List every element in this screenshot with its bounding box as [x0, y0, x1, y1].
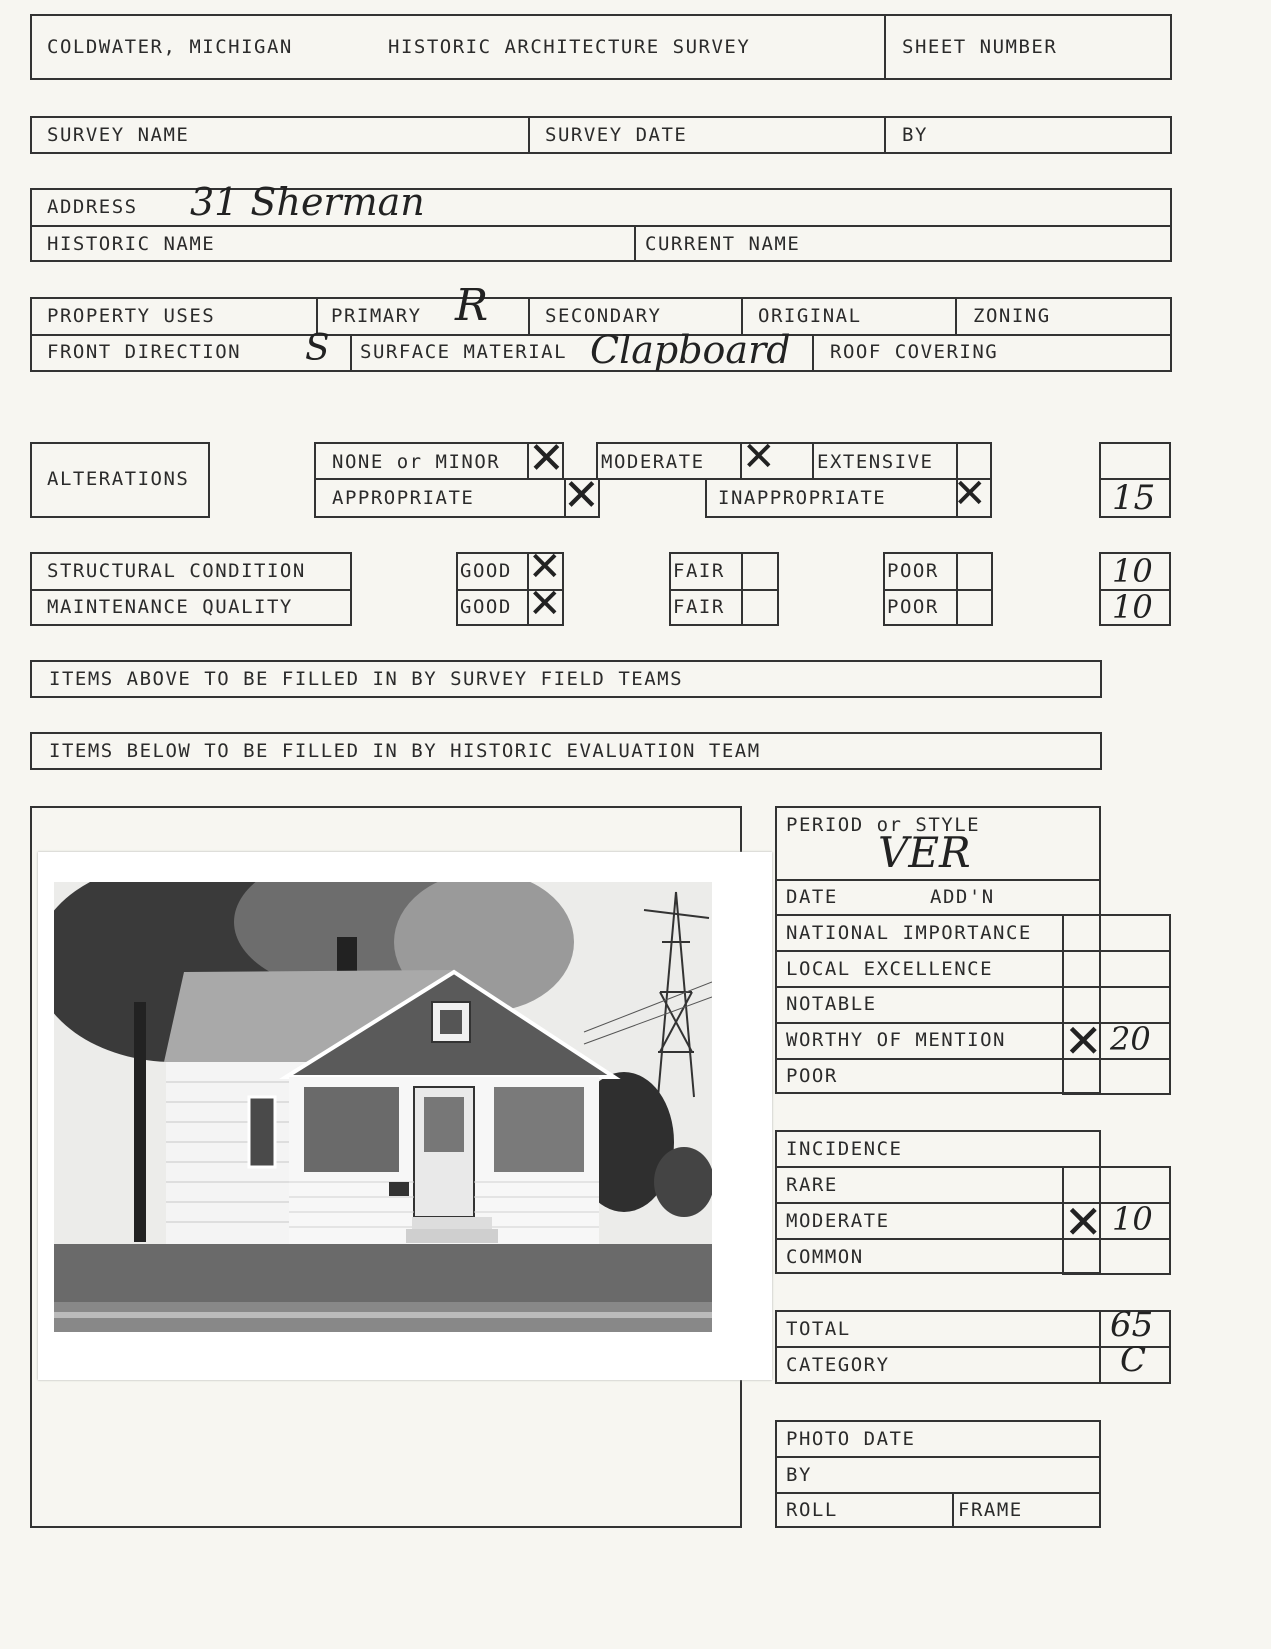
totals-value-col	[1099, 1310, 1101, 1384]
pv-2	[528, 297, 530, 334]
notes-below: ITEMS BELOW TO BE FILLED IN BY HISTORIC EVALUATION TEAM	[49, 740, 761, 762]
eval-row-4	[775, 986, 1171, 988]
addn-label: ADD'N	[930, 886, 995, 908]
eval-row-6	[775, 1058, 1171, 1060]
inc-row-4	[1062, 1273, 1171, 1275]
secondary-label: SECONDARY	[545, 305, 662, 327]
inc-row-3	[775, 1238, 1171, 1240]
photo-date-label: PHOTO DATE	[786, 1428, 916, 1450]
sheet-number-label: SHEET NUMBER	[902, 36, 1058, 58]
survey-name-label: SURVEY NAME	[47, 124, 190, 146]
eval-row-3	[775, 950, 1171, 952]
eval-score-col	[1169, 914, 1171, 1094]
notable-label: NOTABLE	[786, 993, 877, 1015]
good-label-maintenance: GOOD	[460, 596, 512, 618]
inc-row-1	[775, 1166, 1171, 1168]
inappropriate-check-mark: ✕	[953, 471, 987, 517]
none-minor-label: NONE or MINOR	[332, 451, 501, 473]
date-label: DATE	[786, 886, 838, 908]
national-importance-label: NATIONAL IMPORTANCE	[786, 922, 1032, 944]
frame-label: FRAME	[958, 1499, 1023, 1521]
condition-label-divider	[30, 589, 352, 591]
address-label: ADDRESS	[47, 196, 138, 218]
moderate-check-mark: ✕	[742, 434, 776, 480]
inc-moderate-score: 10	[1112, 1200, 1153, 1238]
primary-value: R	[455, 280, 489, 331]
period-style-value: VER	[878, 828, 971, 877]
poor-label-maintenance: POOR	[887, 596, 939, 618]
house-photo	[54, 882, 712, 1332]
local-excellence-label: LOCAL EXCELLENCE	[786, 958, 994, 980]
total-value: 65	[1110, 1305, 1154, 1345]
inc-moderate-check-mark: ✕	[1064, 1195, 1103, 1249]
survey-date-label: SURVEY DATE	[545, 124, 688, 146]
moderate-label: MODERATE	[601, 451, 705, 473]
city-label: COLDWATER, MICHIGAN	[47, 36, 293, 58]
surface-material-label: SURFACE MATERIAL	[360, 341, 568, 363]
survey-by-label: BY	[902, 124, 928, 146]
roof-covering-label: ROOF COVERING	[830, 341, 999, 363]
worthy-of-mention-label: WORTHY OF MENTION	[786, 1029, 1006, 1051]
maintenance-score: 10	[1112, 588, 1153, 626]
inappropriate-label: INAPPROPRIATE	[718, 487, 887, 509]
inc-moderate-label: MODERATE	[786, 1210, 890, 1232]
category-value: C	[1120, 1340, 1147, 1380]
incidence-label: INCIDENCE	[786, 1138, 903, 1160]
maintenance-good-check-mark: ✕	[528, 581, 562, 627]
period-style-label: PERIOD or STYLE	[786, 814, 981, 836]
appropriate-check-mark: ✕	[563, 470, 600, 521]
common-label: COMMON	[786, 1246, 864, 1268]
historic-name-label: HISTORIC NAME	[47, 233, 216, 255]
front-direction-label: FRONT DIRECTION	[47, 341, 242, 363]
primary-label: PRIMARY	[331, 305, 422, 327]
zoning-label: ZONING	[973, 305, 1051, 327]
structural-good-check-mark: ✕	[528, 544, 562, 590]
survey-divider-1	[528, 116, 530, 154]
notes-above: ITEMS ABOVE TO BE FILLED IN BY SURVEY FIELD TEAMS	[49, 668, 684, 690]
pv-5	[350, 334, 352, 372]
structural-condition-label: STRUCTURAL CONDITION	[47, 560, 306, 582]
poor-label-structural: POOR	[887, 560, 939, 582]
worthy-check-mark: ✕	[1064, 1014, 1103, 1068]
structural-score: 10	[1112, 552, 1153, 590]
maintenance-quality-label: MAINTENANCE QUALITY	[47, 596, 293, 618]
totals-divider	[775, 1346, 1171, 1348]
current-name-label: CURRENT NAME	[645, 233, 801, 255]
alterations-score: 15	[1112, 478, 1156, 518]
photo-info-row-1	[775, 1456, 1101, 1458]
eval-row-1	[775, 879, 1101, 881]
alterations-label: ALTERATIONS	[47, 468, 190, 490]
form-title: HISTORIC ARCHITECTURE SURVEY	[388, 36, 751, 58]
fair-label-maintenance: FAIR	[673, 596, 725, 618]
good-label-structural: GOOD	[460, 560, 512, 582]
address-divider	[30, 225, 1172, 227]
poor-divider	[883, 589, 993, 591]
fair-divider	[669, 589, 779, 591]
house-photo-card	[38, 852, 772, 1380]
eval-row-2	[775, 914, 1171, 916]
front-direction-value: S	[305, 328, 330, 369]
roll-frame-divider	[952, 1492, 954, 1528]
roll-label: ROLL	[786, 1499, 838, 1521]
original-label: ORIGINAL	[758, 305, 862, 327]
extensive-label: EXTENSIVE	[817, 451, 934, 473]
surface-material-value: Clapboard	[590, 328, 791, 372]
address-value: 31 Sherman	[190, 180, 425, 224]
fair-label-structural: FAIR	[673, 560, 725, 582]
fair-check-divider	[741, 552, 743, 626]
pv-6	[812, 334, 814, 372]
poor-check-divider	[956, 552, 958, 626]
inc-score-col	[1169, 1166, 1171, 1274]
name-divider	[634, 225, 636, 262]
eval-row-7	[1062, 1093, 1171, 1095]
photo-by-label: BY	[786, 1464, 812, 1486]
survey-divider-2	[884, 116, 886, 154]
total-label: TOTAL	[786, 1318, 851, 1340]
worthy-score: 20	[1110, 1020, 1151, 1058]
none-minor-check-mark: ✕	[528, 433, 565, 484]
rare-label: RARE	[786, 1174, 838, 1196]
appropriate-label: APPROPRIATE	[332, 487, 475, 509]
pv-4	[955, 297, 957, 334]
header-divider	[884, 14, 886, 80]
photo-info-row-2	[775, 1492, 1101, 1494]
category-label: CATEGORY	[786, 1354, 890, 1376]
eval-poor-label: POOR	[786, 1065, 838, 1087]
property-uses-label: PROPERTY USES	[47, 305, 216, 327]
